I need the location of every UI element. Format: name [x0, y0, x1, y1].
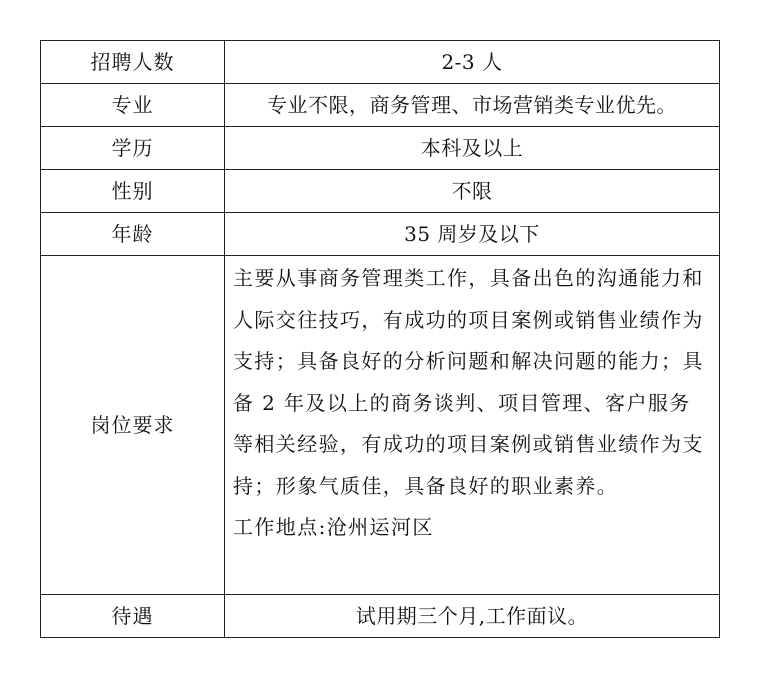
- value-gender: 不限: [225, 170, 720, 213]
- table-row: [41, 84, 720, 127]
- job-info-table: [40, 40, 720, 638]
- table-row: [41, 256, 720, 595]
- table-row: [41, 127, 720, 170]
- table-row: [41, 595, 720, 638]
- label-age: 年龄: [41, 213, 225, 256]
- label-gender: 性别: [41, 170, 225, 213]
- label-major: 专业: [41, 84, 225, 127]
- label-headcount: 招聘人数: [41, 41, 225, 84]
- label-treatment: 待遇: [41, 595, 225, 638]
- value-headcount: 2-3 人: [225, 41, 720, 84]
- requirements-cell: [225, 256, 720, 595]
- value-age: 35 周岁及以下: [225, 213, 720, 256]
- requirements-text: 主要从事商务管理类工作，具备出色的沟通能力和人际交往技巧，有成功的项目案例或销售业绩作为支持；具备良好的分析问题和解决问题的能力；具备 2 年及以上的商务谈判、项目管理、客户服务等相关经验，有成功的项目案例或销售业绩作为支持；形象气质佳，具备良好的职业素养。: [233, 266, 704, 498]
- value-treatment: 试用期三个月,工作面议。: [225, 595, 720, 638]
- work-location: 工作地点:沧州运河区: [233, 515, 434, 539]
- table-row: [41, 41, 720, 84]
- label-education: 学历: [41, 127, 225, 170]
- label-requirements: 岗位要求: [41, 256, 225, 595]
- value-major: 专业不限，商务管理、市场营销类专业优先。: [225, 84, 720, 127]
- value-education: 本科及以上: [225, 127, 720, 170]
- table-row: [41, 170, 720, 213]
- table-row: [41, 213, 720, 256]
